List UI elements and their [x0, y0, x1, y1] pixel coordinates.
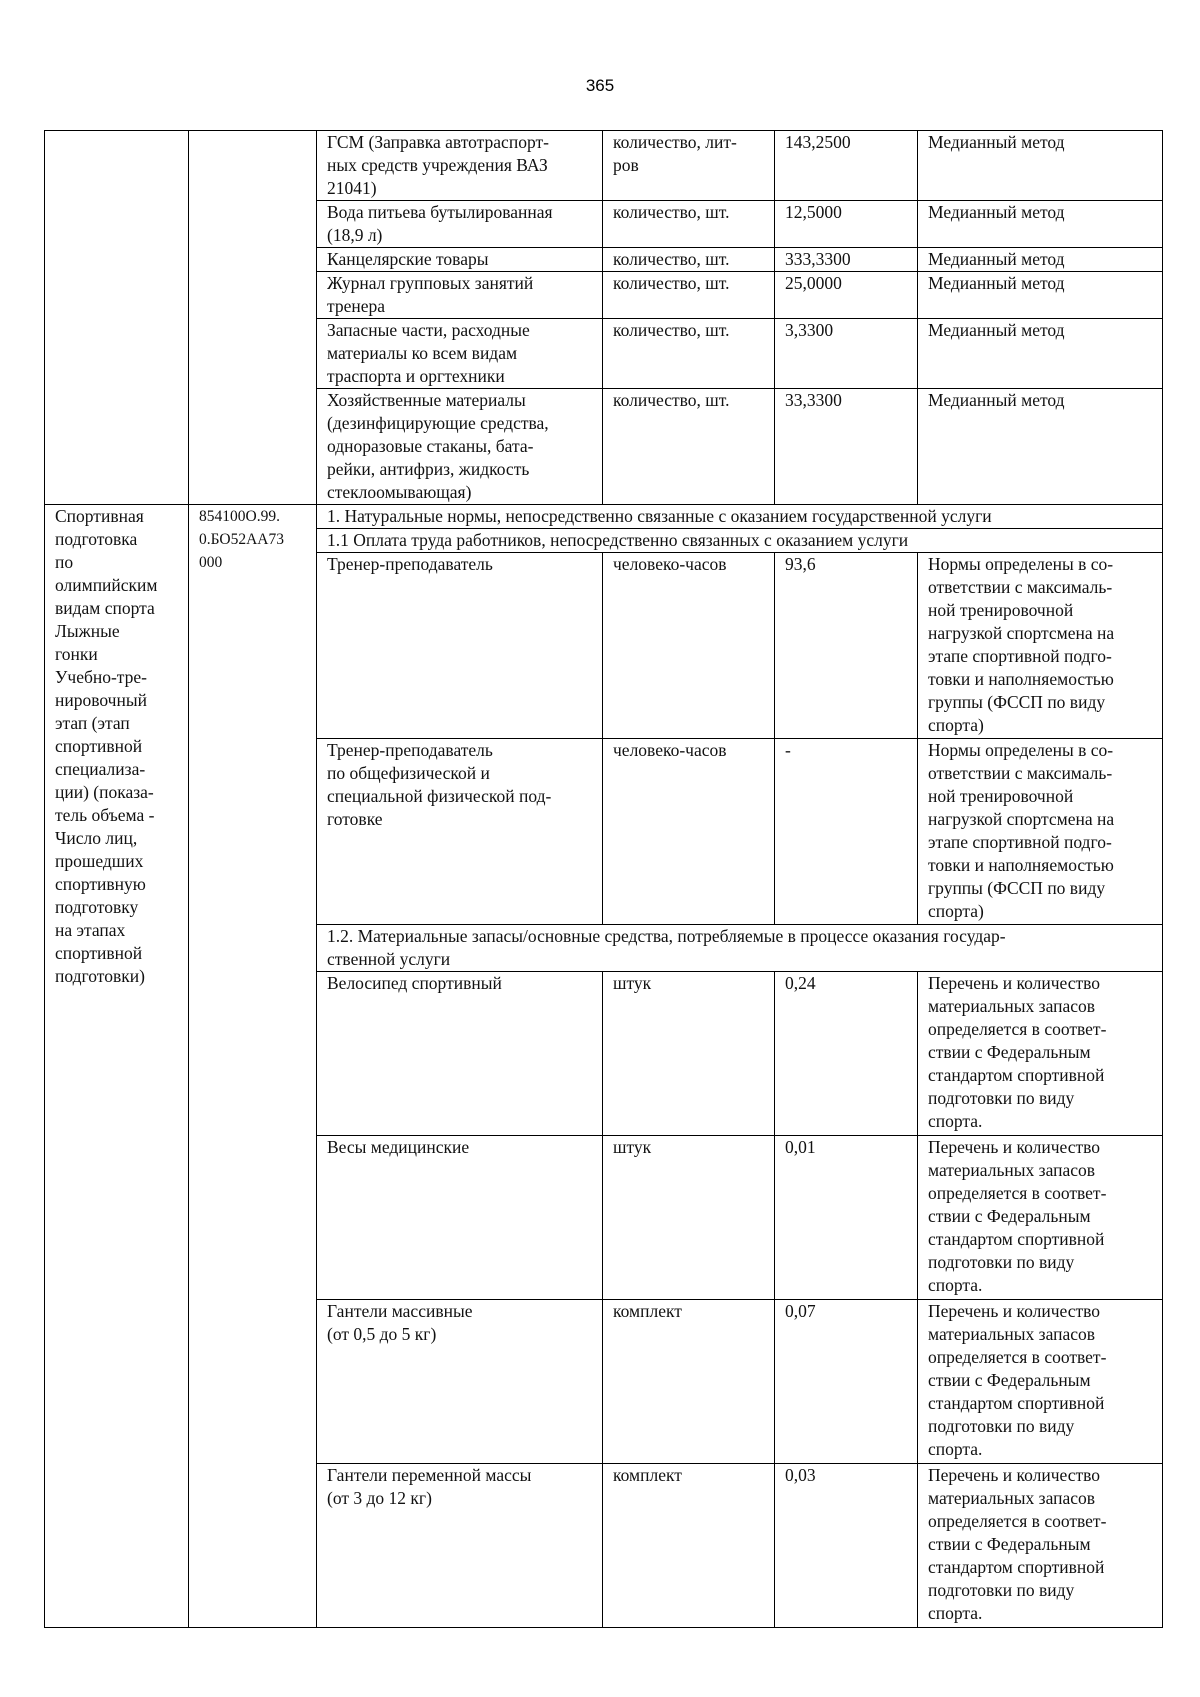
resource-value: 0,01 — [775, 1136, 918, 1300]
page-number: 365 — [585, 76, 615, 95]
resource-method: Перечень и количество материальных запасов определяется в соответ- ствии с Федеральным стандартом спортивной подготовки по виду спорта. — [918, 1464, 1163, 1628]
resource-value: 143,2500 — [775, 131, 918, 201]
section-heading-1-2: 1.2. Материальные запасы/основные средства, потребляемые в процессе оказания государ- ственной услуги — [317, 925, 1163, 972]
resource-name: Вода питьева бутылированная (18,9 л) — [317, 201, 603, 248]
resource-name: Журнал групповых занятий тренера — [317, 272, 603, 319]
norms-table — [44, 130, 1163, 1628]
service-name-cell: Спортивная подготовка по олимпийским видам спорта Лыжные гонки Учебно-тре- нировочный этап (этап спортивной специализа- ции) (показа- тель объема - Число лиц, прошедших спортивную подготовку на этапах спортивной подготовки) — [45, 505, 189, 1628]
resource-value: 93,6 — [775, 553, 918, 739]
resource-unit: количество, шт. — [603, 319, 775, 389]
resource-unit: количество, лит- ров — [603, 131, 775, 201]
service-code-cell: 854100О.99. 0.БО52АА73 000 — [189, 505, 317, 1628]
resource-unit: человеко-часов — [603, 739, 775, 925]
resource-value: 25,0000 — [775, 272, 918, 319]
resource-name: Гантели переменной массы (от 3 до 12 кг) — [317, 1464, 603, 1628]
section-heading-1: 1. Натуральные нормы, непосредственно связанные с оказанием государственной услуги — [317, 505, 1163, 529]
resource-value: 333,3300 — [775, 248, 918, 272]
resource-unit: комплект — [603, 1464, 775, 1628]
resource-method: Медианный метод — [918, 319, 1163, 389]
resource-method: Перечень и количество материальных запасов определяется в соответ- ствии с Федеральным стандартом спортивной подготовки по виду спорта. — [918, 1300, 1163, 1464]
resource-name: Хозяйственные материалы (дезинфицирующие средства, одноразовые стаканы, бата- рейки, антифриз, жидкость стеклоомывающая) — [317, 389, 603, 505]
resource-method: Нормы определены в со- ответствии с максималь- ной тренировочной нагрузкой спортсмена на этапе спортивной подго- товки и наполняемостью группы (ФССП по виду спорта) — [918, 553, 1163, 739]
resource-method: Медианный метод — [918, 201, 1163, 248]
resource-value: 0,07 — [775, 1300, 918, 1464]
resource-name: Канцелярские товары — [317, 248, 603, 272]
service-cell-empty — [45, 131, 189, 505]
resource-unit: человеко-часов — [603, 553, 775, 739]
resource-method: Медианный метод — [918, 248, 1163, 272]
resource-method: Медианный метод — [918, 131, 1163, 201]
resource-value: 0,24 — [775, 972, 918, 1136]
resource-value: - — [775, 739, 918, 925]
resource-method: Медианный метод — [918, 389, 1163, 505]
resource-value: 0,03 — [775, 1464, 918, 1628]
resource-value: 12,5000 — [775, 201, 918, 248]
resource-method: Нормы определены в со- ответствии с максималь- ной тренировочной нагрузкой спортсмена на этапе спортивной подго- товки и наполняемостью группы (ФССП по виду спорта) — [918, 739, 1163, 925]
resource-name: Весы медицинские — [317, 1136, 603, 1300]
resource-unit: количество, шт. — [603, 201, 775, 248]
resource-unit: штук — [603, 1136, 775, 1300]
table-row — [45, 131, 1163, 201]
resource-unit: количество, шт. — [603, 248, 775, 272]
resource-name: ГСМ (Заправка автотраспорт- ных средств учреждения ВАЗ 21041) — [317, 131, 603, 201]
code-cell-empty — [189, 131, 317, 505]
resource-name: Тренер-преподаватель по общефизической и специальной физической под- готовке — [317, 739, 603, 925]
resource-name: Запасные части, расходные материалы ко всем видам траспорта и оргтехники — [317, 319, 603, 389]
resource-method: Медианный метод — [918, 272, 1163, 319]
table-row — [45, 505, 1163, 529]
resource-name: Велосипед спортивный — [317, 972, 603, 1136]
resource-name: Тренер-преподаватель — [317, 553, 603, 739]
resource-value: 33,3300 — [775, 389, 918, 505]
resource-value: 3,3300 — [775, 319, 918, 389]
resource-method: Перечень и количество материальных запасов определяется в соответ- ствии с Федеральным стандартом спортивной подготовки по виду спорта. — [918, 1136, 1163, 1300]
resource-unit: количество, шт. — [603, 389, 775, 505]
resource-name: Гантели массивные (от 0,5 до 5 кг) — [317, 1300, 603, 1464]
resource-unit: штук — [603, 972, 775, 1136]
resource-method: Перечень и количество материальных запасов определяется в соответ- ствии с Федеральным стандартом спортивной подготовки по виду спорта. — [918, 972, 1163, 1136]
section-heading-1-1: 1.1 Оплата труда работников, непосредственно связанных с оказанием услуги — [317, 529, 1163, 553]
resource-unit: количество, шт. — [603, 272, 775, 319]
resource-unit: комплект — [603, 1300, 775, 1464]
